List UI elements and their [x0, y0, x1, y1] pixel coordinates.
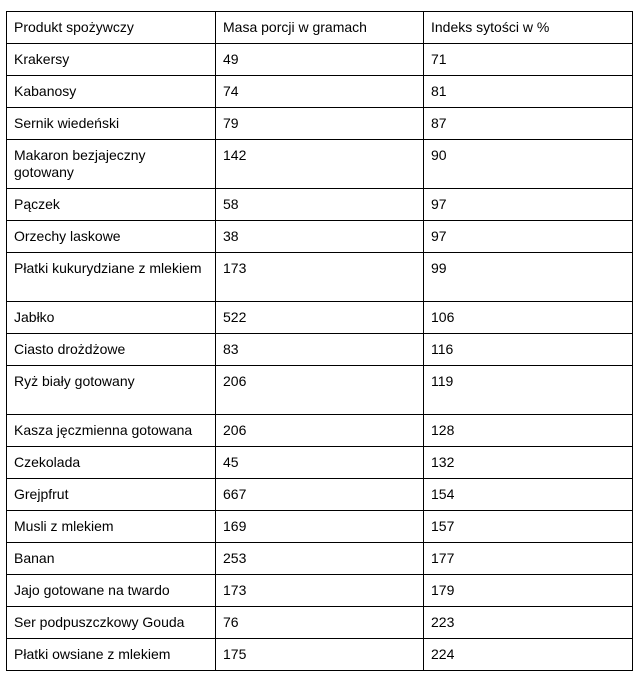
product-cell: Ser podpuszczkowy Gouda: [7, 607, 216, 639]
index-cell: 119: [424, 366, 633, 415]
product-cell: Pączek: [7, 189, 216, 221]
product-cell: Ryż biały gotowany: [7, 366, 216, 415]
mass-cell: 206: [216, 415, 424, 447]
index-cell: 177: [424, 543, 633, 575]
header-cell-product: Produkt spożywczy: [7, 12, 216, 44]
mass-cell: 169: [216, 511, 424, 543]
product-cell: Orzechy laskowe: [7, 221, 216, 253]
index-cell: 97: [424, 189, 633, 221]
mass-cell: 667: [216, 479, 424, 511]
table-row: [7, 253, 633, 302]
product-cell: Sernik wiedeński: [7, 108, 216, 140]
mass-cell: 83: [216, 334, 424, 366]
product-cell: Czekolada: [7, 447, 216, 479]
index-cell: 71: [424, 44, 633, 76]
table-row: [7, 447, 633, 479]
index-cell: 106: [424, 302, 633, 334]
header-cell-satiety-index: Indeks sytości w %: [424, 12, 633, 44]
mass-cell: 173: [216, 575, 424, 607]
table-row: [7, 415, 633, 447]
table-row: [7, 334, 633, 366]
index-cell: 128: [424, 415, 633, 447]
mass-cell: 522: [216, 302, 424, 334]
mass-cell: 206: [216, 366, 424, 415]
product-cell: Musli z mlekiem: [7, 511, 216, 543]
table-row: [7, 140, 633, 189]
product-cell: Jabłko: [7, 302, 216, 334]
mass-cell: 49: [216, 44, 424, 76]
table-row: [7, 511, 633, 543]
product-cell: Płatki owsiane z mlekiem: [7, 639, 216, 671]
product-cell: Kasza jęczmienna gotowana: [7, 415, 216, 447]
product-cell: Makaron bezjajeczny gotowany: [7, 140, 216, 189]
satiety-index-table: [6, 11, 633, 671]
product-cell: Ciasto drożdżowe: [7, 334, 216, 366]
table-row: [7, 108, 633, 140]
product-cell: Płatki kukurydziane z mlekiem: [7, 253, 216, 302]
mass-cell: 253: [216, 543, 424, 575]
header-cell-portion-mass: Masa porcji w gramach: [216, 12, 424, 44]
mass-cell: 175: [216, 639, 424, 671]
index-cell: 87: [424, 108, 633, 140]
table-row: [7, 76, 633, 108]
mass-cell: 58: [216, 189, 424, 221]
product-cell: Grejpfrut: [7, 479, 216, 511]
index-cell: 179: [424, 575, 633, 607]
index-cell: 132: [424, 447, 633, 479]
mass-cell: 79: [216, 108, 424, 140]
table-row: [7, 543, 633, 575]
mass-cell: 173: [216, 253, 424, 302]
mass-cell: 76: [216, 607, 424, 639]
table-row: [7, 479, 633, 511]
table-row: [7, 607, 633, 639]
product-cell: Banan: [7, 543, 216, 575]
table-row: [7, 221, 633, 253]
index-cell: 81: [424, 76, 633, 108]
index-cell: 157: [424, 511, 633, 543]
index-cell: 154: [424, 479, 633, 511]
index-cell: 97: [424, 221, 633, 253]
table-row: [7, 366, 633, 415]
table-row: [7, 44, 633, 76]
product-cell: Krakersy: [7, 44, 216, 76]
table-row: [7, 575, 633, 607]
header-row: [7, 12, 633, 44]
index-cell: 224: [424, 639, 633, 671]
product-cell: Jajo gotowane na twardo: [7, 575, 216, 607]
mass-cell: 45: [216, 447, 424, 479]
product-cell: Kabanosy: [7, 76, 216, 108]
mass-cell: 74: [216, 76, 424, 108]
mass-cell: 142: [216, 140, 424, 189]
mass-cell: 38: [216, 221, 424, 253]
index-cell: 90: [424, 140, 633, 189]
table-row: [7, 189, 633, 221]
table-row: [7, 302, 633, 334]
table-row: [7, 639, 633, 671]
index-cell: 116: [424, 334, 633, 366]
index-cell: 223: [424, 607, 633, 639]
index-cell: 99: [424, 253, 633, 302]
